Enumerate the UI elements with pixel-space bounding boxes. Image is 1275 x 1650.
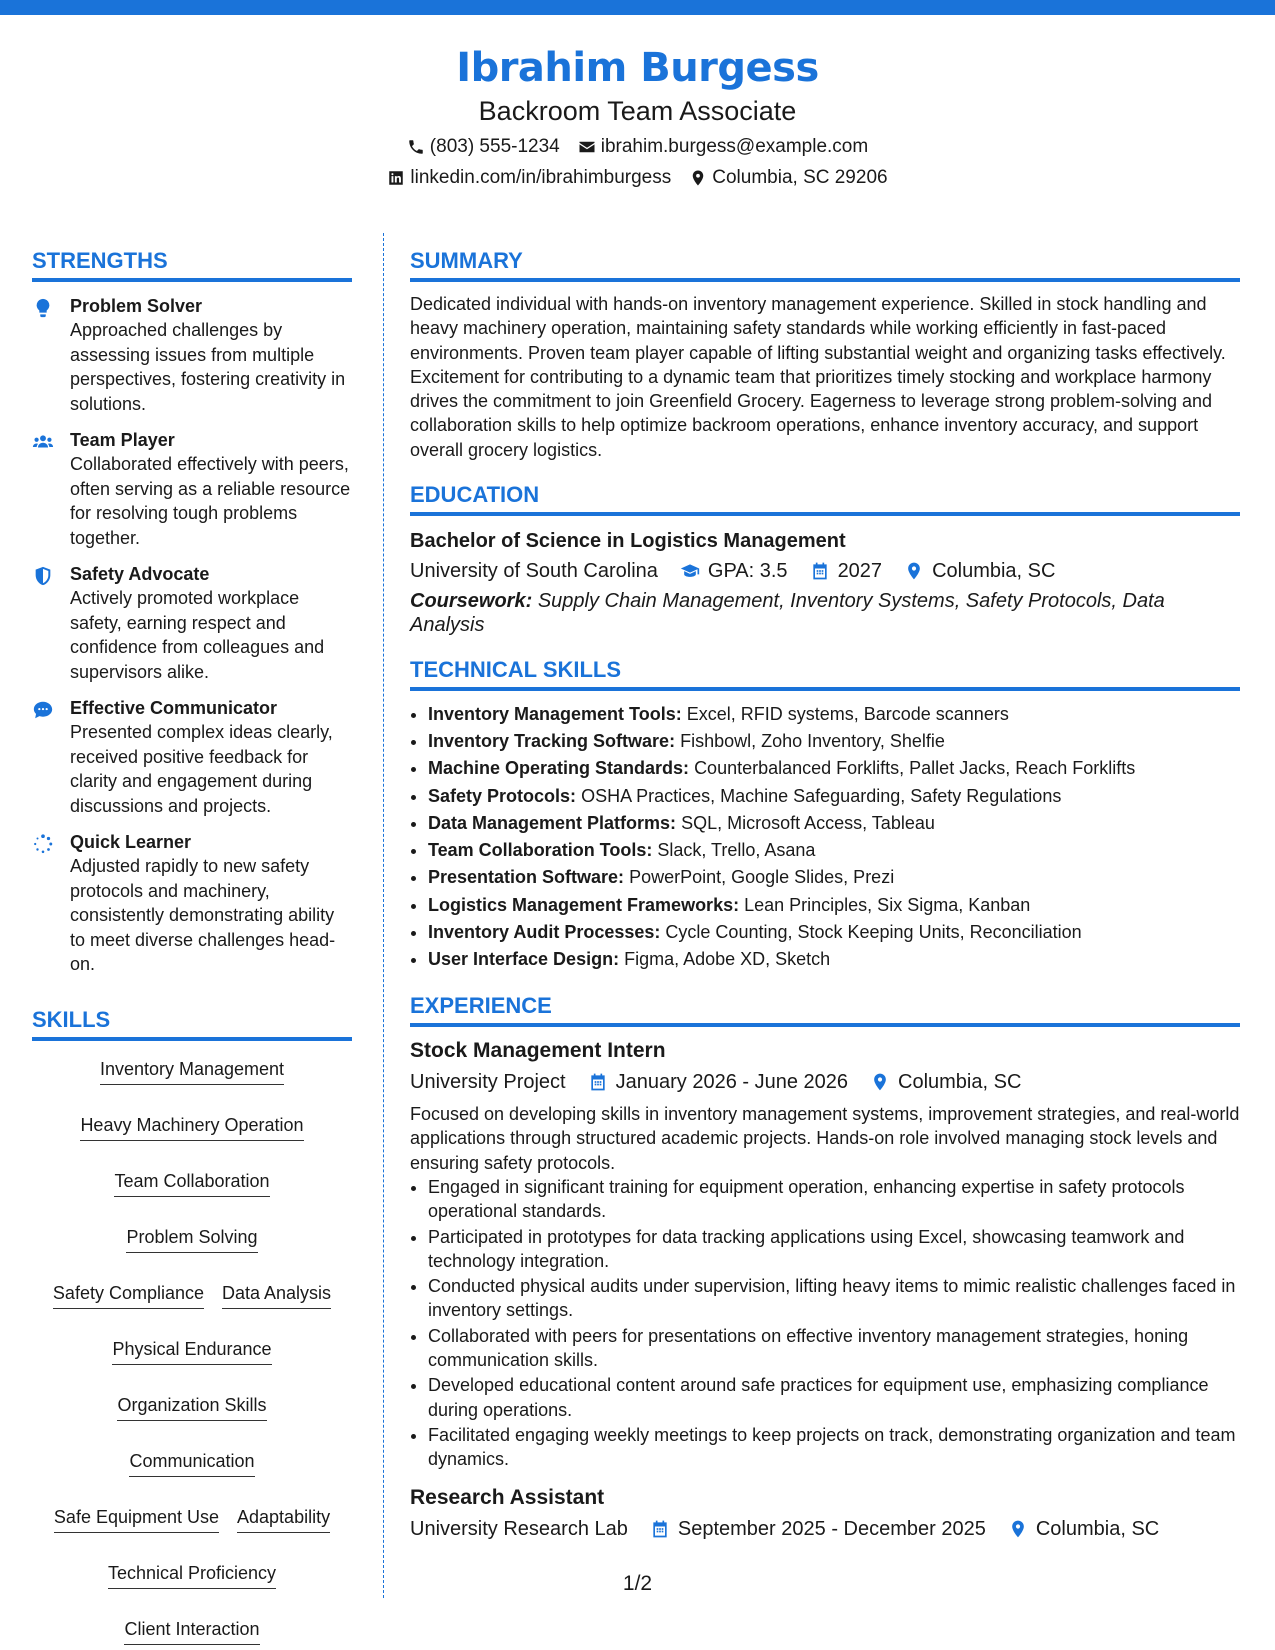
strength-title: Effective Communicator: [70, 698, 278, 718]
skill-tag: Inventory Management: [100, 1057, 284, 1085]
page-indicator: 1/2: [622, 1572, 653, 1595]
candidate-title: Backroom Team Associate: [478, 96, 797, 126]
tech-skill-item: [428, 728, 1240, 755]
tech-skill-value: Lean Principles, Six Sigma, Kanban: [744, 894, 1031, 915]
contact-email[interactable]: [578, 136, 868, 158]
strength-title: Problem Solver: [70, 296, 203, 316]
coursework: [410, 589, 1240, 637]
skill-tag: Organization Skills: [117, 1393, 266, 1421]
tech-skill-item: [428, 755, 1240, 782]
tech-skill-value: Cycle Counting, Stock Keeping Units, Reconciliation: [665, 921, 1082, 942]
contact-row-1: [0, 136, 1275, 158]
experience-heading: EXPERIENCE: [410, 993, 1240, 1027]
summary-text: Dedicated individual with hands-on inventory management experience. Skilled in stock handling and heavy machinery operation, maintaining safety standards while working efficiently in fast-paced environments. Proven team player capable of lifting substantial weight and organizing tasks effectively. Excitement for contributing to a dynamic team that prioritizes timely stocking and workplace harmony drives the commitment to join Greenfield Grocery. Eagerness to leverage strong problem-solving and collaboration skills to help optimize backroom operations, enhance inventory accuracy, and support overall grocery logistics.: [410, 294, 1226, 460]
job-bullet: • Developed educational content around safe practices for equipment use, emphasizing compliance during operations.: [428, 1373, 1240, 1422]
map-pin-icon: [689, 169, 707, 187]
strength-title: Safety Advocate: [70, 564, 210, 584]
skill-tag: Problem Solving: [126, 1225, 257, 1253]
technical-skills-list: [410, 701, 1240, 973]
coursework-list: Supply Chain Management, Inventory Systems, Safety Protocols, Data Analysis: [410, 590, 1165, 637]
skill-tag: Team Collaboration: [114, 1169, 269, 1197]
email-text: ibrahim.burgess@example.com: [600, 136, 869, 157]
education-heading: EDUCATION: [410, 482, 1240, 516]
tech-skill-label: User Interface Design:: [428, 948, 620, 969]
job-location: Columbia, SC: [1035, 1517, 1160, 1540]
tech-skill-value: PowerPoint, Google Slides, Prezi: [629, 867, 895, 888]
strength-desc: Presented complex ideas clearly, received positive feedback for clarity and engagement during discussions and projects.: [70, 722, 333, 816]
job-description: Focused on developing skills in inventory management systems, improvement strategies, and real-world applications through structured academic projects. Hands-on role involved managing stock levels and ensuring safety protocols.: [410, 1104, 1240, 1173]
tech-skill-label: Machine Operating Standards:: [428, 758, 690, 779]
strength-desc: Collaborated effectively with peers, often serving as a reliable resource for resolving tough problems together.: [70, 454, 351, 548]
map-pin-icon: [1008, 1519, 1028, 1539]
skill-tag: Technical Proficiency: [108, 1561, 276, 1589]
left-column: [32, 248, 352, 1645]
tech-skill-value: Fishbowl, Zoho Inventory, Shelfie: [680, 731, 945, 752]
job-bullet: • Collaborated with peers for presentations on effective inventory management strategies, honing communication skills.: [428, 1324, 1240, 1373]
job-bullet: • Facilitated engaging weekly meetings to keep projects on track, demonstrating organization and team dynamics.: [428, 1423, 1240, 1472]
tech-skill-item: [428, 701, 1240, 728]
coursework-label: Coursework:: [410, 590, 533, 613]
gpa: GPA: 3.5: [707, 560, 788, 583]
job-entry: [410, 1484, 1240, 1543]
skills-list: [32, 1057, 352, 1645]
school-name: University of South Carolina: [410, 560, 658, 583]
strength-desc: Actively promoted workplace safety, earning respect and confidence from colleagues and supervisors alike.: [70, 588, 325, 682]
tech-skill-label: Inventory Management Tools:: [428, 704, 682, 725]
users-icon: [32, 431, 54, 453]
job-title: Stock Management Intern: [410, 1039, 666, 1063]
tech-skill-value: Slack, Trello, Asana: [657, 840, 816, 861]
skill-tag: Client Interaction: [124, 1617, 259, 1645]
linkedin-icon: [387, 169, 405, 187]
skill-tag: Safety Compliance: [53, 1281, 204, 1309]
job-title: Research Assistant: [410, 1485, 605, 1509]
job-entry: [410, 1037, 1240, 1471]
tech-skill-label: Presentation Software:: [428, 867, 625, 888]
tech-skill-item: [428, 783, 1240, 810]
tech-skill-label: Team Collaboration Tools:: [428, 840, 653, 861]
strength-item: [32, 830, 352, 977]
skill-tag: Safe Equipment Use: [54, 1505, 219, 1533]
tech-skill-value: Excel, RFID systems, Barcode scanners: [686, 704, 1009, 725]
technical-skills-heading: TECHNICAL SKILLS: [410, 657, 1240, 691]
graduation-year: 2027: [837, 560, 883, 583]
strength-item: [32, 562, 352, 684]
job-meta: [410, 1068, 1240, 1096]
candidate-name: Ibrahim Burgess: [456, 45, 819, 91]
strength-desc: Adjusted rapidly to new safety protocols and machinery, consistently demonstrating ability to meet diverse challenges head-on.: [70, 856, 336, 974]
tech-skill-item: [428, 810, 1240, 837]
envelope-icon: [578, 138, 596, 156]
shield-icon: [32, 565, 54, 587]
degree: Bachelor of Science in Logistics Management: [410, 530, 846, 553]
lightbulb-icon: [32, 297, 54, 319]
summary-heading: SUMMARY: [410, 248, 1240, 282]
skill-tag: Heavy Machinery Operation: [80, 1113, 303, 1141]
contact-location: [689, 167, 887, 189]
contact-row-2: [0, 167, 1275, 189]
phone-text: (803) 555-1234: [429, 136, 560, 157]
tech-skill-value: Figma, Adobe XD, Sketch: [624, 948, 831, 969]
tech-skill-item: [428, 946, 1240, 973]
strength-item: [32, 294, 352, 416]
top-accent-bar: [0, 0, 1275, 15]
tech-skill-item: [428, 919, 1240, 946]
calendar-icon: [650, 1519, 670, 1539]
strength-title: Quick Learner: [70, 832, 192, 852]
tech-skill-label: Inventory Tracking Software:: [428, 731, 676, 752]
column-divider: [383, 233, 384, 1598]
job-meta: [410, 1515, 1240, 1543]
resume-header: [0, 40, 1275, 189]
job-location: Columbia, SC: [898, 1071, 1022, 1094]
strengths-heading: STRENGTHS: [32, 248, 352, 282]
tech-skill-item: [428, 864, 1240, 891]
skill-tag: Communication: [129, 1449, 254, 1477]
job-dates: January 2026 - June 2026: [615, 1071, 849, 1094]
school-location: Columbia, SC: [932, 560, 1056, 583]
tech-skill-value: Counterbalanced Forklifts, Pallet Jacks, Reach Forklifts: [694, 758, 1136, 779]
tech-skill-label: Data Management Platforms:: [428, 812, 677, 833]
strength-desc: Approached challenges by assessing issues from multiple perspectives, fostering creativity in solutions.: [70, 320, 346, 414]
tech-skill-item: [428, 892, 1240, 919]
calendar-icon: [810, 561, 830, 581]
location-text: Columbia, SC 29206: [712, 167, 888, 188]
job-bullet: • Engaged in significant training for equipment operation, enhancing expertise in safety protocols operational standards.: [428, 1175, 1240, 1224]
chat-bubble-icon: [32, 699, 54, 721]
graduation-cap-icon: [680, 561, 700, 581]
skills-heading: SKILLS: [32, 1007, 352, 1041]
job-org: University Research Lab: [410, 1517, 628, 1540]
contact-phone[interactable]: [407, 136, 560, 158]
skill-tag: Data Analysis: [222, 1281, 331, 1309]
tech-skill-label: Inventory Audit Processes:: [428, 921, 661, 942]
calendar-icon: [588, 1072, 608, 1092]
job-bullet: • Conducted physical audits under supervision, lifting heavy items to mimic realistic challenges faced in inventory settings.: [428, 1274, 1240, 1323]
tech-skill-item: [428, 837, 1240, 864]
job-org: University Project: [410, 1071, 566, 1094]
map-pin-icon: [904, 561, 924, 581]
strength-item: [32, 428, 352, 550]
tech-skill-value: SQL, Microsoft Access, Tableau: [681, 812, 935, 833]
right-column: [410, 248, 1240, 1543]
job-dates: September 2025 - December 2025: [677, 1517, 986, 1540]
tech-skill-value: OSHA Practices, Machine Safeguarding, Safety Regulations: [581, 785, 1062, 806]
job-bullet: • Participated in prototypes for data tracking applications using Excel, showcasing teamwork and technology integration.: [428, 1225, 1240, 1274]
contact-linkedin[interactable]: [387, 167, 671, 189]
phone-icon: [407, 138, 425, 156]
linkedin-text: linkedin.com/in/ibrahimburgess: [410, 167, 672, 188]
job-bullets: [410, 1175, 1240, 1472]
spinner-icon: [32, 833, 54, 855]
map-pin-icon: [870, 1072, 890, 1092]
strength-title: Team Player: [70, 430, 175, 450]
skill-tag: Physical Endurance: [112, 1337, 271, 1365]
skill-tag: Adaptability: [237, 1505, 330, 1533]
tech-skill-label: Logistics Management Frameworks:: [428, 894, 740, 915]
strength-item: [32, 696, 352, 818]
education-meta: [410, 557, 1240, 585]
tech-skill-label: Safety Protocols:: [428, 785, 577, 806]
